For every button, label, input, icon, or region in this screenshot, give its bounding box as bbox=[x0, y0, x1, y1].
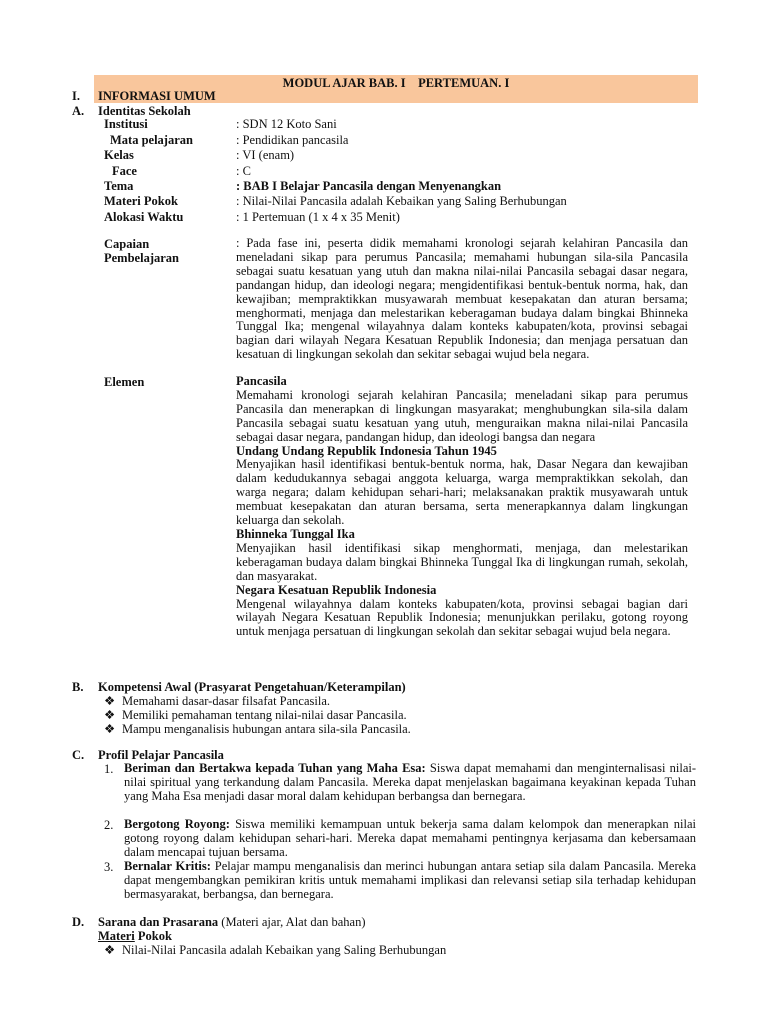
list-number: 1. bbox=[104, 762, 114, 776]
identity-label-mapel: Mata pelajaran bbox=[110, 133, 193, 147]
section-d-number: D. bbox=[72, 915, 85, 929]
list-number: 2. bbox=[104, 818, 114, 832]
list-item: Bergotong Royong: Siswa memiliki kemampuan untuk bekerja sama dalam kelompok dan menerapkan nilai gotong royong dalam kehidupan sehari-hari. Mereka dapat memahami pentingnya kerjasama dan kebersamaan dalam mencapai tujuan bersama. bbox=[124, 817, 696, 859]
elemen-text: Memahami kronologi sejarah kelahiran Pancasila; meneladani sikap para perumus Pancasila dan menerapkan di lingkungan masyarakat; menghubungkan sila-sila dalam Pancasila sebagai suatu kesatuan yang utuh, menguraikan makna nilai-nilai Pancasila sebagai dasar negara, pandangan hidup, dan ideologi bangsa dan negara bbox=[236, 387, 688, 444]
identity-value-face: : C bbox=[236, 164, 251, 178]
diamond-bullet-icon: ❖ bbox=[104, 722, 116, 736]
capaian-label-1: Capaian bbox=[104, 237, 150, 251]
section-d-label: Sarana dan Prasarana (Materi ajar, Alat dan bahan) bbox=[98, 915, 366, 929]
identity-label-tema: Tema bbox=[104, 179, 134, 193]
list-item: ❖ Memahami dasar-dasar filsafat Pancasila. bbox=[104, 694, 330, 708]
section-a-number: A. bbox=[72, 104, 85, 118]
elemen-text: Menyajikan hasil identifikasi bentuk-bentuk norma, hak, Dasar Negara dan kewajiban dalam kedudukannya sebagai anggota keluarga, warga mempraktikkan sekolah, dan warga negara; dalam kehidupan sehari-hari; melaksanakan praktik musyawarah untuk membuat kesepakatan dan aturan bersama, serta menerapkannya dalam lingkungan keluarga dan sekolah. bbox=[236, 457, 688, 528]
identity-label-materi: Materi Pokok bbox=[104, 194, 178, 208]
list-item: ❖ Memiliki pemahaman tentang nilai-nilai dasar Pancasila. bbox=[104, 708, 407, 722]
materi-pokok-heading: Materi Pokok bbox=[98, 929, 172, 943]
elemen-text: Mengenal wilayahnya dalam konteks kabupaten/kota, provinsi sebagai bagian dari wilayah Negara Kesatuan Republik Indonesia; menunjukkan perilaku, gotong royong untuk menjaga persatuan di lingkungan sekolah dan sekitar sebagai wujud bela negara. bbox=[236, 596, 688, 639]
elemen-text: Menyajikan hasil identifikasi sikap menghormati, menjaga, dan melestarikan keberagaman budaya dalam bingkai Bhinneka Tunggal Ika di lingkungan rumah, sekolah, dan masyarakat. bbox=[236, 540, 688, 583]
identity-label-institusi: Institusi bbox=[104, 117, 148, 131]
identity-value-institusi: : SDN 12 Koto Sani bbox=[236, 117, 337, 131]
section-b-label: Kompetensi Awal (Prasyarat Pengetahuan/Keterampilan) bbox=[98, 680, 406, 694]
list-item: Beriman dan Bertakwa kepada Tuhan yang Maha Esa: Siswa dapat memahami dan menginternalisasi nilai-nilai spiritual yang terkandung dalam Pancasila. Mereka dapat menjelaskan bagaimana keyakinan kepada Tuhan yang Maha Esa menjadi dasar moral dalam kehidupan berbangsa dan bernegara. bbox=[124, 761, 696, 803]
identity-value-kelas: : VI (enam) bbox=[236, 148, 295, 162]
identity-label-kelas: Kelas bbox=[104, 148, 134, 162]
identity-label-alokasi: Alokasi Waktu bbox=[104, 210, 184, 224]
identity-value-mapel: : Pendidikan pancasila bbox=[236, 133, 349, 147]
diamond-bullet-icon: ❖ bbox=[104, 694, 116, 708]
elemen-head: Undang Undang Republik Indonesia Tahun 1945 bbox=[236, 443, 497, 458]
elemen-label: Elemen bbox=[104, 375, 145, 389]
list-item: ❖ Mampu menganalisis hubungan antara sila-sila Pancasila. bbox=[104, 722, 411, 736]
diamond-bullet-icon: ❖ bbox=[104, 708, 116, 722]
section-c-number: C. bbox=[72, 748, 85, 762]
section-b-number: B. bbox=[72, 680, 84, 694]
identity-value-alokasi: : 1 Pertemuan (1 x 4 x 35 Menit) bbox=[236, 210, 400, 224]
elemen-head: Negara Kesatuan Republik Indonesia bbox=[236, 582, 437, 597]
capaian-label-2: Pembelajaran bbox=[104, 251, 179, 265]
section-c-label: Profil Pelajar Pancasila bbox=[98, 748, 224, 762]
section-i-label: INFORMASI UMUM bbox=[98, 89, 216, 103]
diamond-bullet-icon: ❖ bbox=[104, 943, 116, 957]
list-item: ❖ Nilai-Nilai Pancasila adalah Kebaikan yang Saling Berhubungan bbox=[104, 943, 447, 957]
elemen-head: Bhinneka Tunggal Ika bbox=[236, 526, 355, 541]
elemen-head: Pancasila bbox=[236, 374, 287, 388]
section-i-number: I. bbox=[72, 89, 80, 103]
section-a-label: Identitas Sekolah bbox=[98, 104, 191, 118]
identity-value-tema: : BAB I Belajar Pancasila dengan Menyenangkan bbox=[236, 179, 502, 193]
capaian-text: : Pada fase ini, peserta didik memahami kronologi sejarah kelahiran Pancasila dan meneladani sikap para perumus Pancasila; memahami hubungan sila-sila Pancasila sebagai suatu kesatuan yang utuh dan makna nilai-nilai Pancasila sebagai dasar negara, pandangan hidup, dan ideologi negara; mengidentifikasi bentuk-bentuk norma, hak, dan kewajiban; mempraktikkan musyawarah membuat kesepakatan dan aturan bersama; menghormati, menjaga dan melestarikan keberagaman budaya dalam bingkai Bhinneka Tunggal Ika; mengenal wilayahnya dalam konteks kabupaten/kota, provinsi sebagai bagian dari wilayah Negara Kesatuan Republik Indonesia; dan menjaga persatuan dan kesatuan di lingkungan sekolah dan sekitar sebagai wujud bela negara. bbox=[236, 236, 688, 362]
elemen-list bbox=[236, 375, 688, 639]
identity-label-face: Face bbox=[112, 164, 137, 178]
identity-value-materi: : Nilai-Nilai Pancasila adalah Kebaikan yang Saling Berhubungan bbox=[236, 194, 567, 208]
list-item: Bernalar Kritis: Pelajar mampu menganalisis dan merinci hubungan antara setiap sila dalam Pancasila. Mereka dapat mengembangkan pemikiran kritis untuk memahami implikasi dan relevansi setiap sila terhadap kehidupan bermasyarakat, berbangsa, dan bernegara. bbox=[124, 859, 696, 901]
list-number: 3. bbox=[104, 860, 114, 874]
document-title: MODUL AJAR BAB. I PERTEMUAN. I bbox=[282, 76, 510, 90]
